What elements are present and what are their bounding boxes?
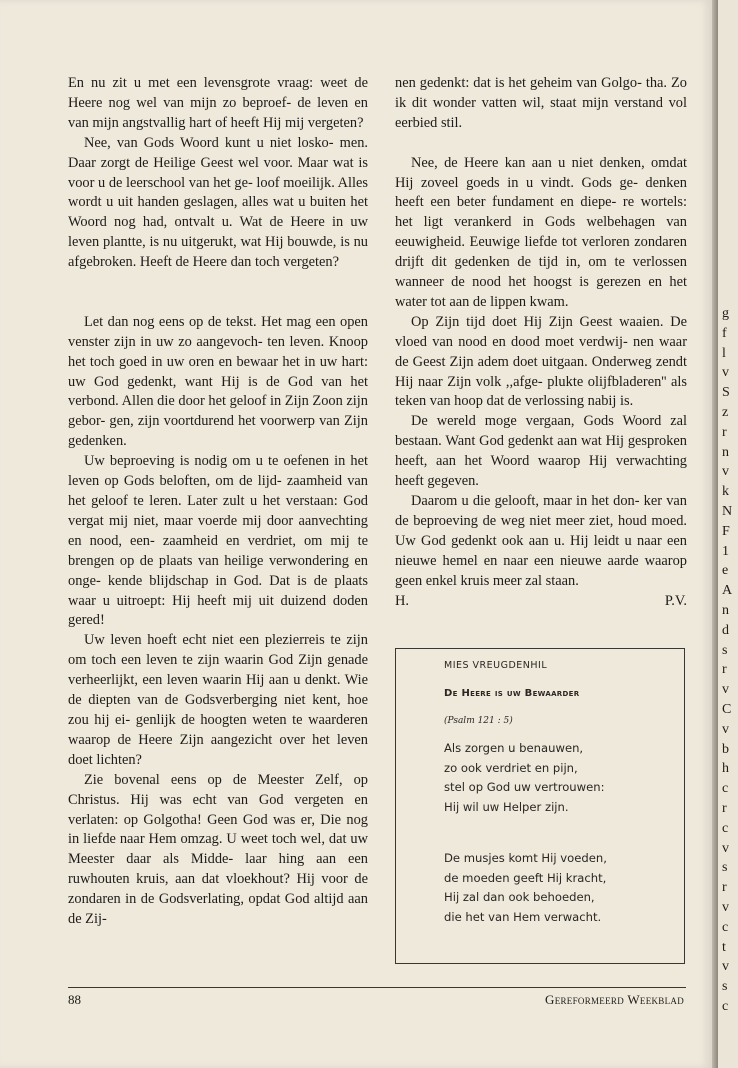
next-page-fragment: v (722, 365, 729, 381)
footer-rule (68, 987, 686, 988)
signature-initial-left: H. (395, 592, 409, 609)
poem-line: Hij wil uw Helper zijn. (444, 799, 569, 814)
next-page-fragment: r (722, 662, 727, 678)
next-page-fragment: d (722, 622, 729, 638)
poem-line: stel op God uw vertrouwen: (444, 780, 605, 795)
paragraph-gap (68, 273, 368, 293)
poem-line: zo ook verdriet en pijn, (444, 760, 578, 775)
right-column (395, 74, 687, 611)
next-page-fragment: n (722, 603, 729, 618)
paragraph: Uw beproeving is nodig om u te oefenen in het leven op Gods beloften, om de lijd- zaamheid van het geloof te leren. Later zult u het verstaan: God vergat mij niet, maar voerde mij door aanvechting en nood, een- zaamheid en verdriet, om mij te brengen op de plaats van heilige verwondering en onge- kende blijdschap in God. Dat is de plaats waar u uitroept: Hij heeft mij uit duizend doden gered! (68, 453, 368, 629)
next-page-fragment: s (722, 979, 728, 995)
next-page-fragment: r (722, 801, 727, 816)
next-page-fragment: v (722, 682, 729, 698)
next-page-fragment: s (722, 642, 728, 658)
poem-stanza-2 (444, 849, 607, 927)
paragraph: Zie bovenal eens op de Meester Zelf, op Christus. Hij was echt van God vergeten en verlaten: op Golgotha! Geen God was er, Die nog in liefde naar Hem omzag. U weet toch wel, dat uw Meester daar als Midde- laar hing aan een ruwhouten kruis, aan dat vloekhout? Hij voor de zondaren in de Godsverlating, opdat God altijd aan de Zij- (68, 771, 368, 928)
signature-initial-right: P.V. (664, 592, 687, 609)
journal-name: Gereformeerd Weekblad (545, 992, 684, 1007)
paragraph: Nee, de Heere kan aan u niet denken, omdat Hij zoveel goeds in u vindt. Gods ge- denken heeft een beter fundament en diepe- re wortels: het ligt verankerd in Gods welbehagen van eeuwigheid. Eeuwige liefde tot verloren zondaren drijft dit gedenken de tijd in, om te verlossen wanneer de nood het hoogst is gerezen en het water tot aan de lippen kwam. (395, 154, 687, 310)
next-page-fragment: F (722, 523, 730, 539)
next-page-edge (718, 0, 738, 1068)
next-page-fragment: v (722, 840, 729, 856)
next-page-fragment: b (722, 741, 729, 757)
next-page-fragment: h (722, 761, 729, 777)
poem-stanza-1 (444, 739, 605, 817)
paragraph: Let dan nog eens op de tekst. Het mag een open venster zijn in uw zo aangevoch- ten leven. Knoop het toch goed in uw oren en bewaar het in uw hart: uw God gedenkt, want Hij is de God van het verbond. Allen die door het geloof in Zijn Zoon zijn gebor- gen, zijn voortdurend het voorwerp van Zijn gedenken. (68, 313, 368, 450)
paragraph-gap (395, 134, 687, 154)
poem-reference: (Psalm 121 : 5) (444, 716, 513, 726)
paragraph-gap (68, 293, 368, 313)
page-number: 88 (68, 992, 81, 1007)
next-page-fragment: N (722, 504, 733, 519)
next-page-fragment: C (722, 702, 732, 717)
next-page-fragment: k (722, 484, 729, 500)
paragraph: En nu zit u met een levensgrote vraag: weet de Heere nog wel van mijn zo beproef- de leven en van mijn angstvallig hart of heeft Hij mij vergeten? (68, 75, 368, 131)
next-page-fragment: r (722, 880, 727, 896)
poem-line: die het van Hem verwacht. (444, 909, 602, 924)
next-page-fragment: A (722, 583, 733, 599)
next-page-fragment: c (722, 999, 729, 1014)
left-column (68, 74, 368, 930)
signature (395, 592, 687, 612)
next-page-fragment: r (722, 424, 727, 440)
next-page-fragment: S (722, 385, 730, 401)
next-page-fragment: c (722, 820, 729, 836)
next-page-fragment: v (722, 900, 729, 915)
next-page-fragment: 1 (722, 543, 729, 559)
next-page-fragment: s (722, 860, 728, 876)
paragraph: nen gedenkt: dat is het geheim van Golgo- tha. Zo ik dit wonder vatten wil, staat mijn verstand vol eerbied stil. (395, 75, 687, 131)
next-page-fragment: z (722, 405, 729, 420)
poem-box (395, 648, 685, 964)
next-page-fragment: g (722, 306, 729, 321)
next-page-fragment: n (722, 444, 729, 460)
next-page-fragment: f (722, 325, 727, 341)
poem-line: de moeden geeft Hij kracht, (444, 870, 607, 885)
poem-line: Hij zal dan ook behoeden, (444, 890, 595, 905)
next-page-fragment: v (722, 959, 729, 975)
poem-title: De Heere is uw Bewaarder (444, 688, 580, 699)
paragraph: De wereld moge vergaan, Gods Woord zal bestaan. Want God gedenkt aan wat Hij gesproken heeft, aan het Woord waarop Hij verwachting heeft gegeven. (395, 413, 687, 490)
poem-author: MIES VREUGDENHIL (444, 660, 548, 671)
poem-line: Als zorgen u benauwen, (444, 741, 584, 755)
poem-line: De musjes komt Hij voeden, (444, 851, 607, 865)
next-page-fragment: v (722, 721, 729, 737)
next-page-fragment: t (722, 939, 726, 955)
paragraph: Daarom u die gelooft, maar in het don- ker van de beproeving de weg niet meer ziet, houd moed. Uw God gedenkt ook aan u. Hij leidt u naar een nieuwe hemel en naar een nieuwe aarde waarop geen enkel kruis meer zal staan. (395, 493, 687, 589)
next-page-fragment: v (722, 464, 729, 480)
next-page-fragment: c (722, 919, 729, 935)
paragraph: Op Zijn tijd doet Hij Zijn Geest waaien. De vloed van nood en dood moet verdwij- nen waar de Geest Zijn adem doet uitgaan. Onderweg zendt Hij naar Zijn volk ,,afge- plukte olijfbladeren'' als teken van hoop dat de verlossing nabij is. (395, 313, 687, 410)
paragraph: Nee, van Gods Woord kunt u niet losko- men. Daar zorgt de Heilige Geest wel voor. Maar wat is voor u de leerschool van het ge- loof moeilijk. Alles wordt u uit handen geslagen, alles wat u buiten het Woord nog had, ontvalt u. Wat de Heere in uw leven plantte, is nu uitgerukt, wat Hij bouwde, is nu afgebroken. Heeft de Heere dan toch vergeten? (68, 134, 368, 271)
next-page-fragment: e (722, 563, 729, 579)
next-page-fragment: c (722, 781, 729, 797)
paragraph: Uw leven hoeft echt niet een plezierreis te zijn om toch een leven te zijn waarin God Zijn genade verheerlijkt, een leven waarin Hij aan u denkt. Wie de diepten van de Godsverberging niet kent, hoe zou hij ei- genlijk de hoogten weten te waarderen waarop de Heere Zijn aangezicht over het leven doet lichten? (68, 632, 368, 768)
next-page-fragment: l (722, 345, 726, 361)
